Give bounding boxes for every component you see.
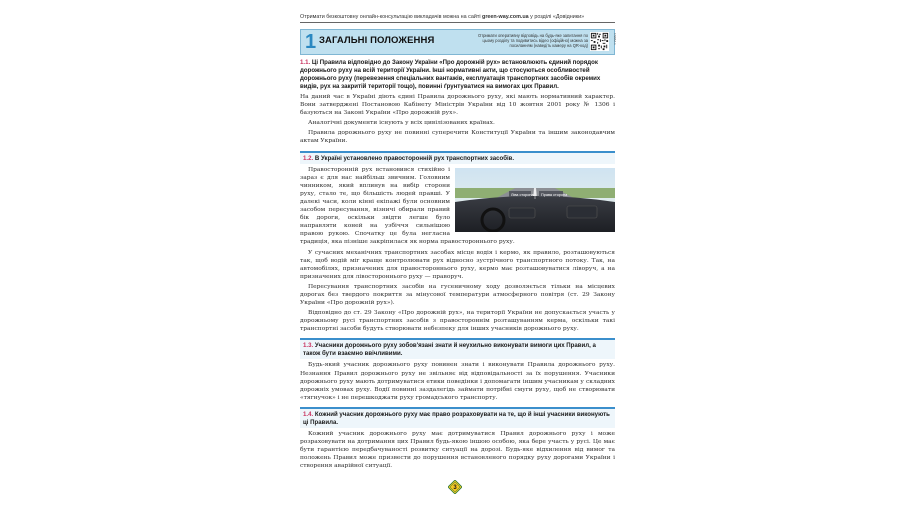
paragraph: Правосторонній рух встановився стихійно і зараз є для нас найбільш звичним. Головним чинником, який вплинув на вибір сторони руху, стало те, що більшість людей правші. У далекі часи, коли кінні екіпажі були основним засобом пересування, візничі обирали правий бік дороги, оскільки звідти легше було направляти коней на узбіччя сильнішою правою рукою. Спочатку це була негласна традиція, яка пізніше закріпилася як норма правостороннього руху. <box>300 166 515 246</box>
section-heading-text: В Україні установлено правосторонній рух транспортних засобів. <box>314 154 515 162</box>
car-interior-road-image <box>455 168 615 232</box>
section-number: 1.4. <box>303 410 314 418</box>
image-label-left: Ліва сторона <box>511 192 534 197</box>
document-page <box>300 14 615 504</box>
chapter-promo-text: Отримати оперативну відповідь на будь-яке запитання по цьому розділу та подивитись відео (офіційно) можна за посиланням (наведіть камеру на QR-код) <box>478 33 588 48</box>
section-heading-1-4 <box>300 407 615 428</box>
chapter-title: ЗАГАЛЬНІ ПОЛОЖЕННЯ <box>319 35 435 46</box>
section-heading-1-2 <box>300 151 615 164</box>
paragraph: Кожний учасник дорожнього руху має дотримуватися Правил дорожнього руху і може розраховувати на дотримання цих Правил будь-якою іншою особою, яка бере участь у русі. Це має бути гарантією передбачуваності розвитку ситуації на дорозі. Будь-яке відхилення від вимог та положень Правил може призвести до порушення встановленого порядку руху дорогами України і створення аварійної ситуації. <box>300 430 615 470</box>
paragraph: Будь-який учасник дорожнього руху повинен знати і виконувати Правила дорожнього руху. Незнання Правил дорожнього руху не звільняє від відповідальності за їх порушення. Учасники дорожнього руху мають дотримуватися етики поведінки і допомагати іншим учасникам у складних дорожніх умовах руху. Водії повинні заздалегідь займати потрібні смуги руху, щоб не створювати «тягнучок» і не перешкоджати руху громадського транспорту. <box>300 362 615 401</box>
qr-code-icon[interactable] <box>590 32 609 51</box>
paragraph: На даний час в Україні діють єдині Правила дорожнього руху, які мають нормативний характер. Вони затверджені Постановою Кабінету Міністрів України від 10 жовтня 2001 року № 1306 і базуються на Законі України «Про дорожній рух». <box>300 94 615 117</box>
section-heading-text: Ці Правила відповідно до Закону України «Про дорожній рух» встановлюють єдиний порядок дорожнього руху на всій території України. Інші нормативні акти, що стосуються особливостей дорожнього руху (перевезення спеціальних вантажів, експлуатація транспортних засобів окремих видів, рух на закритій території тощо), повинні ґрунтуватися на вимогах цих Правил. <box>300 59 601 90</box>
paragraph: Аналогічні документи існують у всіх цивілізованих країнах. <box>308 120 495 127</box>
section-heading-text: Кожний учасник дорожнього руху має право розраховувати на те, що й інші учасники виконують ці Правила. <box>303 410 610 426</box>
section-heading-text: Учасники дорожнього руху зобов'язані знати й неухильно виконувати вимоги цих Правил, а також бути взаємно ввічливими. <box>303 342 596 358</box>
qr-caption: ГЛАВА 1 <box>613 33 617 45</box>
top-promo-text-end: у розділі «Довідники» <box>528 14 585 20</box>
top-promo-text: Отримати безкоштовну онлайн-консультацію викладачів можна на сайті <box>300 14 483 20</box>
chapter-header <box>300 29 615 55</box>
chapter-number: 1 <box>305 31 317 53</box>
image-label-right: Права сторона <box>541 192 568 197</box>
section-1-2-body <box>300 166 615 247</box>
site-link[interactable]: green-way.com.ua <box>482 14 529 20</box>
top-promo-line <box>300 14 615 23</box>
page-number: 3 <box>453 485 457 492</box>
page-number-badge <box>448 480 462 494</box>
section-number: 1.3. <box>303 342 314 350</box>
section-number: 1.1. <box>300 59 311 66</box>
section-heading-1-1 <box>300 59 615 91</box>
paragraph: У сучасних механічних транспортних засобах місце водія і кермо, як правило, розташовуються так, щоб водій міг краще контролювати рух відносно зустрічного транспортного потоку. Так, на автомобілях, призначених для правостороннього руху, кермо має розташовуватися ліворуч, а на призначених для лівостороннього руху — праворуч. <box>300 249 615 280</box>
paragraph: Пересування транспортних засобів на гусеничному ходу дозволяється тільки на місцевих дорогах без твердого покриття за мінусової температури атмосферного повітря (ст. 29 Закону України «Про дорожній рух»). <box>300 283 615 307</box>
paragraph: Правила дорожнього руху не повинні суперечити Конституції України та іншим законодавчим актам України. <box>300 130 615 145</box>
section-number: 1.2. <box>303 154 314 162</box>
paragraph: Відповідно до ст. 29 Закону «Про дорожній рух», на території України не допускається участь у дорожньому русі транспортних засобів з правостороннім розташуванням керма, оскільки такі транспортні засоби будуть створювати небезпеку для інших учасників дорожнього руху. <box>300 310 615 333</box>
section-heading-1-3 <box>300 338 615 359</box>
